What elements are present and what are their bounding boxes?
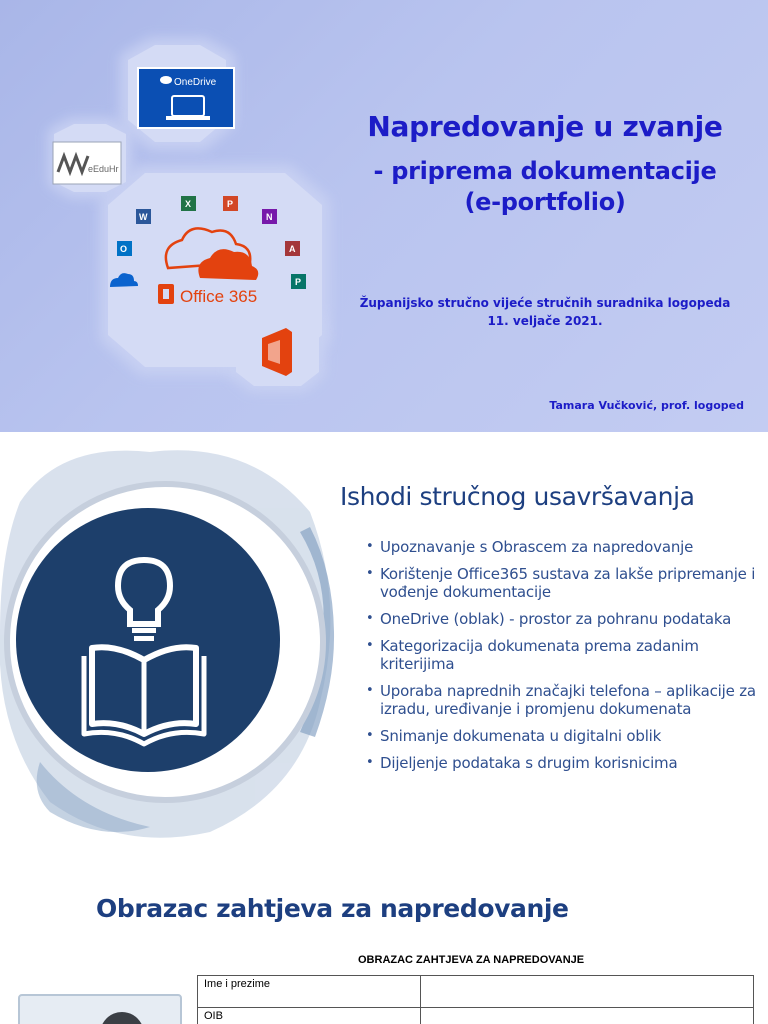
outcomes-list bbox=[366, 538, 756, 781]
table-row bbox=[198, 1008, 754, 1024]
list-item bbox=[366, 682, 756, 718]
publisher-icon bbox=[291, 274, 306, 289]
svg-text:O: O bbox=[120, 244, 128, 254]
access-icon bbox=[285, 241, 300, 256]
list-item bbox=[366, 610, 756, 628]
presentation-date: 11. veljače 2021. bbox=[487, 314, 603, 328]
bullet-icon: • bbox=[366, 566, 374, 581]
svg-text:P: P bbox=[227, 199, 234, 209]
word-icon bbox=[136, 209, 151, 224]
list-item bbox=[366, 637, 756, 673]
list-item-text: Snimanje dokumenata u digitalni oblik bbox=[380, 727, 662, 745]
svg-text:W: W bbox=[139, 212, 148, 222]
svg-text:A: A bbox=[289, 244, 296, 254]
list-item bbox=[366, 754, 756, 772]
presentation-subtitle: - priprema dokumentacije (e-portfolio) bbox=[373, 157, 717, 216]
svg-text:OneDrive: OneDrive bbox=[174, 77, 217, 88]
outlook-icon bbox=[117, 241, 132, 256]
svg-text:N: N bbox=[266, 212, 273, 222]
bullet-icon: • bbox=[366, 755, 374, 770]
list-item-text: Uporaba naprednih značajki telefona – aplikacije za izradu, uređivanje i promjenu dokumenata bbox=[380, 682, 756, 718]
bullet-icon: • bbox=[366, 728, 374, 743]
bullet-icon: • bbox=[366, 539, 374, 554]
author-name: Tamara Vučković, prof. logoped bbox=[549, 399, 744, 412]
onenote-icon bbox=[262, 209, 277, 224]
list-item-text: Korištenje Office365 sustava za lakše pripremanje i vođenje dokumentacije bbox=[380, 565, 756, 601]
svg-text:Office 365: Office 365 bbox=[180, 287, 258, 306]
eduhr-logo bbox=[53, 142, 121, 184]
bullet-icon: • bbox=[366, 683, 374, 698]
form-table bbox=[197, 975, 754, 1024]
form-slide-title: Obrazac zahtjeva za napredovanje bbox=[96, 894, 569, 923]
form-label-name: Ime i prezime bbox=[198, 976, 421, 1008]
presentation-title: Napredovanje u zvanje bbox=[367, 110, 723, 143]
council-info bbox=[330, 294, 760, 330]
onedrive-logo bbox=[138, 68, 234, 128]
lightbulb-book-icon bbox=[16, 508, 280, 772]
form-field-name[interactable] bbox=[421, 976, 754, 1008]
bullet-icon: • bbox=[366, 638, 374, 653]
excel-icon bbox=[181, 196, 196, 211]
video-thumbnail bbox=[18, 994, 182, 1024]
council-name: Županijsko stručno vijeće stručnih suradnika logopeda bbox=[359, 296, 731, 310]
form-label-oib: OIB bbox=[198, 1008, 421, 1024]
slide-outcomes bbox=[0, 432, 768, 864]
list-item-text: Kategorizacija dokumenata prema zadanim kriterijima bbox=[380, 637, 699, 673]
list-item-text: OneDrive (oblak) - prostor za pohranu podataka bbox=[380, 610, 732, 628]
form-document-title: OBRAZAC ZAHTJEVA ZA NAPREDOVANJE bbox=[358, 954, 585, 966]
form-field-oib[interactable] bbox=[421, 1008, 754, 1024]
lightbulb-book-illustration bbox=[0, 432, 340, 864]
list-item bbox=[366, 565, 756, 601]
list-item-text: Dijeljenje podataka s drugim korisnicima bbox=[380, 754, 678, 772]
list-item bbox=[366, 538, 756, 556]
powerpoint-icon bbox=[223, 196, 238, 211]
person-avatar bbox=[100, 1012, 144, 1024]
outcomes-title: Ishodi stručnog usavršavanja bbox=[340, 482, 695, 511]
slide-form bbox=[0, 864, 768, 1024]
svg-text:P: P bbox=[295, 277, 302, 287]
list-item-text: Upoznavanje s Obrascem za napredovanje bbox=[380, 538, 694, 556]
table-row bbox=[198, 976, 754, 1008]
slide-title bbox=[0, 0, 768, 432]
svg-text:X: X bbox=[185, 199, 192, 209]
bullet-icon: • bbox=[366, 611, 374, 626]
list-item bbox=[366, 727, 756, 745]
svg-text:eEduHr: eEduHr bbox=[88, 164, 119, 174]
